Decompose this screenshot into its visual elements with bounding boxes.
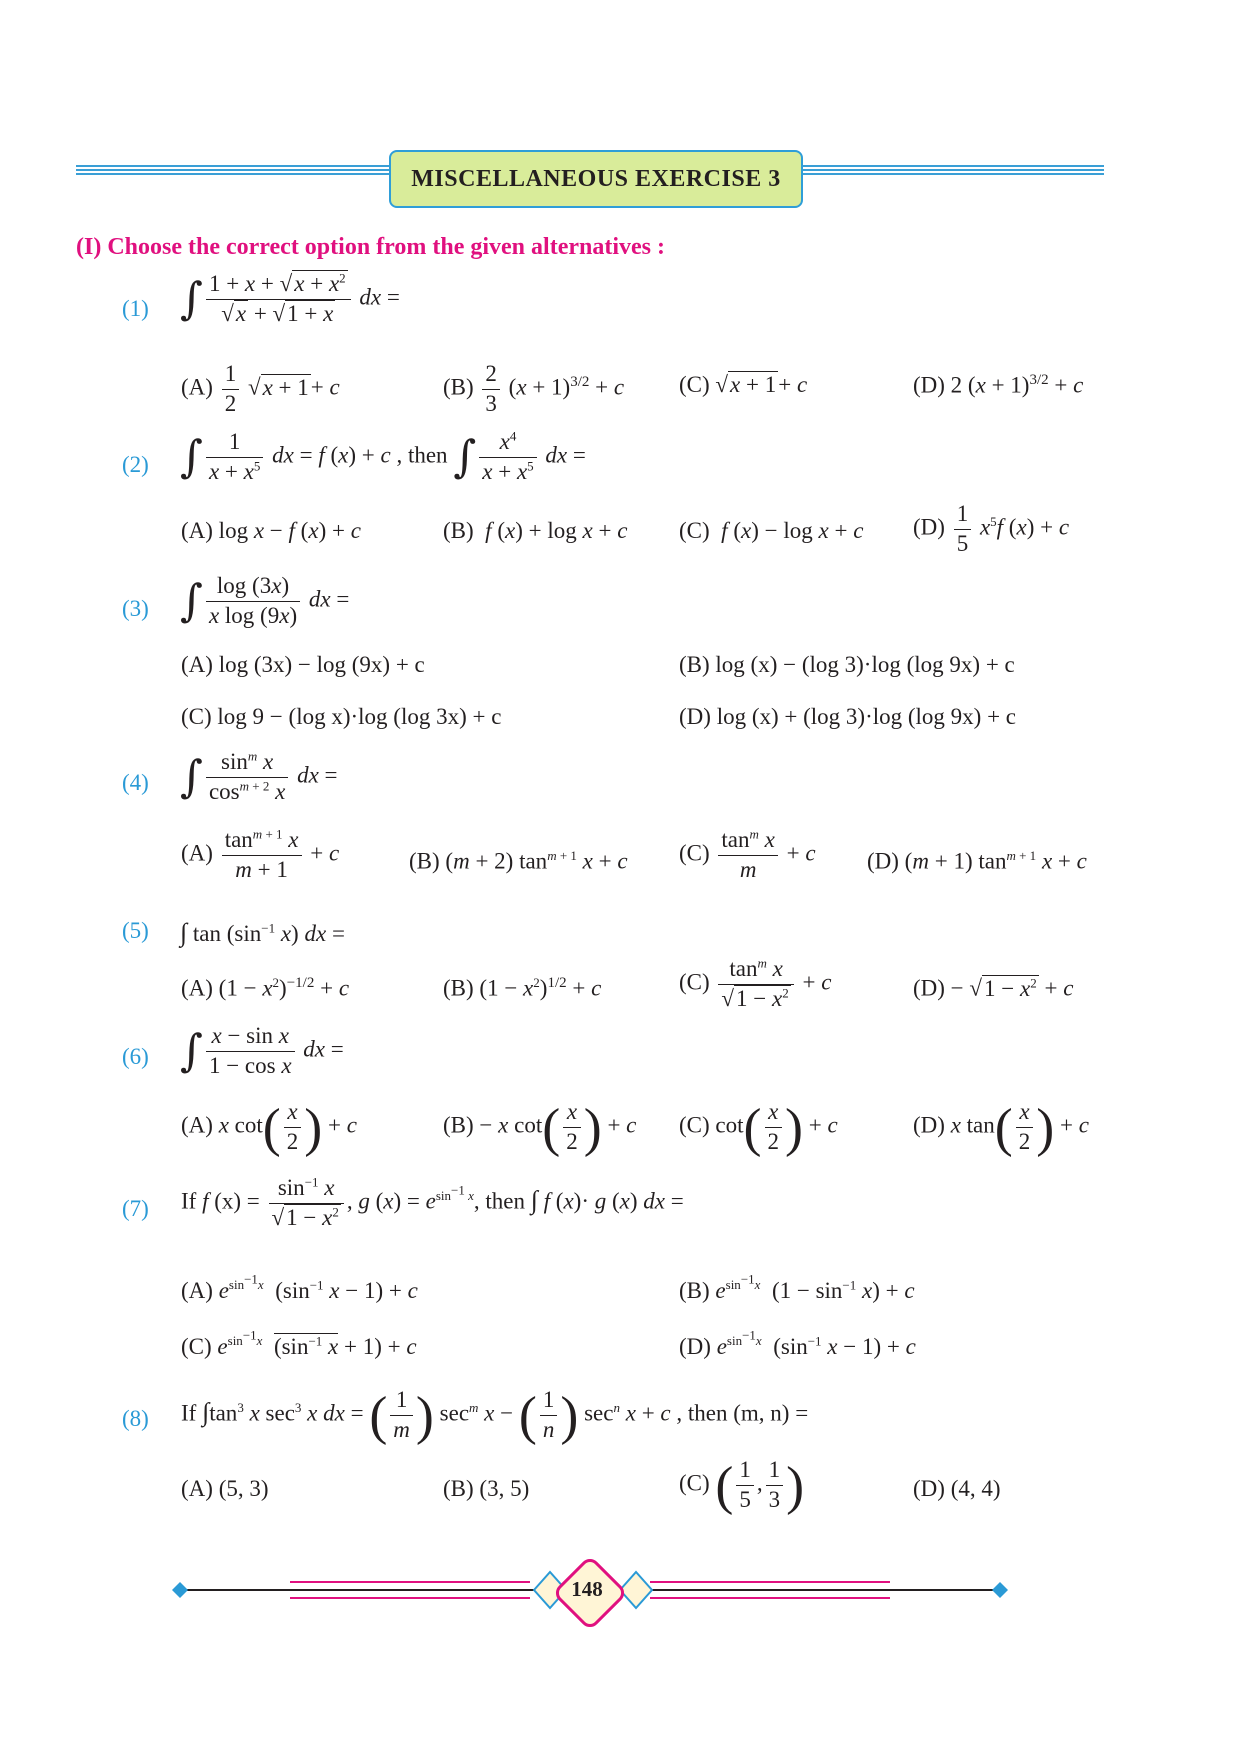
q7-option-c: (C) $e^{sin^{-1}x}$ ($\sin^{-1}$ x + 1) + c bbox=[181, 1328, 417, 1359]
question-number: (4) bbox=[122, 770, 149, 795]
q6-option-d: (D) x tan( $\frac{x}{2}$ ) + c bbox=[913, 1097, 1089, 1158]
q2-then: , then bbox=[396, 442, 448, 468]
q3-option-b: (B) log (x) − (log 3)·log (log 9x) + c bbox=[679, 652, 1015, 677]
q6-option-b: (B) − x cot( $\frac{x}{2}$ ) + c bbox=[443, 1097, 637, 1158]
q2-option-c: (C) f (x) − log x + c bbox=[679, 518, 864, 543]
q8-option-d: (D) (4, 4) bbox=[913, 1476, 1001, 1501]
question-number: (2) bbox=[122, 452, 149, 477]
question-8: If $\int\tan^3$ x $\sec^3 x$ dx = ( $\frac{1}{m}$ ) $\sec^m x$ − ( $\frac{1}{n}$ ) $\sec^n x + c$ , then (m, n) = bbox=[181, 1385, 809, 1446]
q1-option-d: (D) 2 $(x + 1)^{3/2} + c$ bbox=[913, 372, 1084, 398]
q8-option-b: (B) (3, 5) bbox=[443, 1476, 530, 1501]
section-heading: (I) Choose the correct option from the given alternatives : bbox=[76, 234, 665, 260]
q3-c-text: log 9 − (log x)·log (log 3x) + c bbox=[217, 704, 502, 729]
q1-option-a: (A) $\frac{1}{2}$ √x + 1+ c bbox=[181, 361, 340, 416]
question-5: ∫ $\tan (\sin^{-1}$ x) dx = bbox=[180, 918, 345, 947]
q2-option-a: (A) log x − f (x) + c bbox=[181, 518, 361, 543]
question-number: (3) bbox=[122, 596, 149, 621]
question-7: If f (x) = $\frac{\sin^{-1} x}{√1 - x^2}$ , g $(x) = e^{sin^{-1} x}$, then ∫ f (x)· g (x) dx = bbox=[181, 1174, 684, 1230]
q4-option-a: (A) $\frac{\tan^{m + 1} x}{m + 1}$ + c bbox=[181, 826, 340, 882]
q4-option-d: (D) (m + 1) $\tan^{m + 1} x + c$ bbox=[867, 848, 1087, 874]
q8-option-c: (C) ( $\frac{1}{5}$ , $\frac{1}{3}$ ) bbox=[679, 1455, 805, 1516]
q8-option-a: (A) (5, 3) bbox=[181, 1476, 269, 1501]
header-rule-right bbox=[801, 165, 1104, 177]
q6-option-a: (A) x cot( $\frac{x}{2}$ ) + c bbox=[181, 1097, 357, 1158]
q1-option-b: (B) $\frac{2}{3}$ $(x + 1)^{3/2} + c$ bbox=[443, 361, 625, 416]
q3-d-text: log (x) + (log 3)·log (log 9x) + c bbox=[716, 704, 1017, 729]
q3-b-text: log (x) − (log 3)·log (log 9x) + c bbox=[715, 652, 1015, 677]
q5-option-b: (B) $(1 - x^2)^{1/2} + c$ bbox=[443, 975, 602, 1001]
q8-then: , then (m, n) = bbox=[676, 1400, 809, 1426]
q7-then: , then bbox=[473, 1188, 525, 1214]
question-6: ∫ $\frac{\text{x − sin x}}{\text{1 − cos x}}$ dx = bbox=[180, 1023, 344, 1078]
q8-b-text: (3, 5) bbox=[479, 1476, 530, 1501]
question-number: (7) bbox=[122, 1196, 149, 1221]
q7-option-b: (B) $e^{sin^{-1}x}$ $(1 - \sin^{-1} x) + c$ bbox=[679, 1272, 915, 1303]
question-4: ∫ $\frac{\sin^m x}{\cos^{m + 2} x}$ dx = bbox=[180, 748, 338, 804]
q3-a-text: log (3x) − log (9x) + c bbox=[218, 652, 425, 677]
question-number: (1) bbox=[122, 296, 149, 321]
question-number: (6) bbox=[122, 1044, 149, 1069]
question-3: ∫ $\frac{\log (3x)}{\text{x log (9x)}}$ dx = bbox=[180, 573, 350, 628]
question-1: ∫ $\frac{1 + x + √x + x^2}{√x + √1 + x}$ dx = bbox=[180, 270, 400, 326]
exercise-title: MISCELLANEOUS EXERCISE 3 bbox=[389, 150, 803, 208]
q5-option-c: (C) $\frac{\tan^m x}{√1 - x^2}$ + c bbox=[679, 955, 832, 1011]
question-number: (8) bbox=[122, 1406, 149, 1431]
q5-option-d: $(D) - √1 - x^2 + c$ bbox=[913, 975, 1074, 1001]
q4-option-b: (B) (m + 2) $\tan^{m + 1} x + c$ bbox=[409, 848, 628, 874]
q8-d-text: (4, 4) bbox=[950, 1476, 1001, 1501]
q3-option-a: (A) log (3x) − log (9x) + c bbox=[181, 652, 425, 677]
q2-option-b: (B) f (x) + log x + c bbox=[443, 518, 628, 543]
question-number: (5) bbox=[122, 918, 149, 943]
q3-option-d: (D) log (x) + (log 3)·log (log 9x) + c bbox=[679, 704, 1017, 729]
q4-option-c: (C) $\frac{\tan^m x}{m}$ + c bbox=[679, 826, 816, 882]
q5-option-a: (A) $(1 - x^2)^{-1/2} + c$ bbox=[181, 975, 350, 1001]
q3-option-c: (C) log 9 − (log x)·log (log 3x) + c bbox=[181, 704, 502, 729]
q1-option-c: (C) √x + 1+ c bbox=[679, 372, 808, 397]
header-rule-left bbox=[76, 165, 389, 177]
q2-option-d: (D) $\frac{1}{5}$ $x^5f$ (x) + c bbox=[913, 501, 1070, 556]
q7-option-a: (A) $e^{sin^{-1}x}$ ($\sin^{-1}$ x − 1) + c bbox=[181, 1272, 418, 1303]
question-2: ∫ $\frac{1}{x + x^5}$ dx = f (x) + c , then ∫ $\frac{x^4}{x + x^5}$ dx = bbox=[180, 428, 586, 484]
q7-option-d: (D) $e^{sin^{-1}x}$ ($\sin^{-1}$ x − 1) + c bbox=[679, 1328, 916, 1359]
q6-option-c: (C) cot( $\frac{x}{2}$ ) + c bbox=[679, 1097, 838, 1158]
q8-a-text: (5, 3) bbox=[218, 1476, 269, 1501]
page-number: 148 bbox=[571, 1577, 603, 1601]
